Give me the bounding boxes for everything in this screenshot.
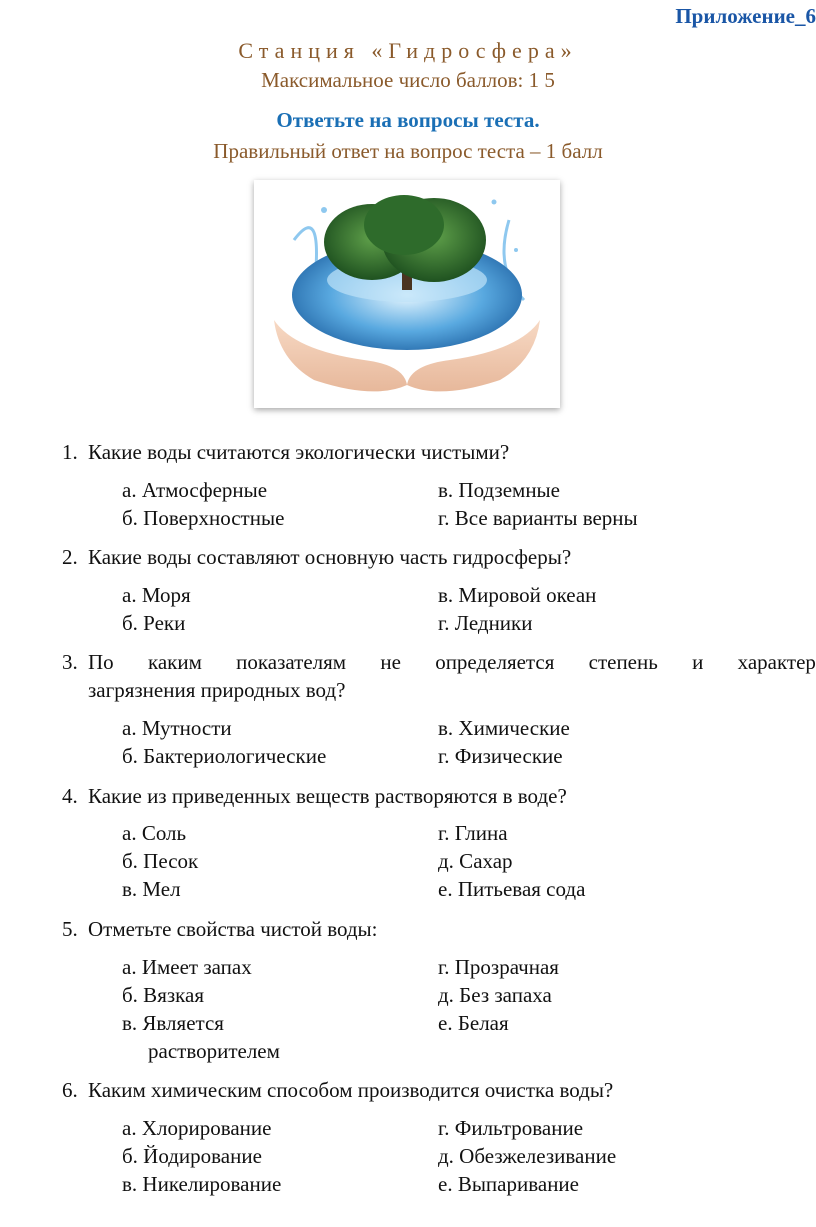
- word: показателям: [236, 650, 347, 674]
- instruction: Ответьте на вопросы теста.: [276, 108, 540, 132]
- answer-option: в. Мировой океан: [438, 583, 597, 607]
- question-number: 3.: [62, 650, 78, 674]
- answer-option: в. Химические: [438, 716, 570, 740]
- answer-option: е. Питьевая сода: [438, 877, 586, 901]
- word: степень: [588, 650, 658, 674]
- answer-option: г. Глина: [438, 821, 508, 845]
- word: определяется: [435, 650, 555, 674]
- answer-option: б. Реки: [122, 611, 186, 635]
- answer-option: б. Песок: [122, 849, 199, 873]
- question-6: [62, 1076, 816, 1104]
- answer-option: г. Все варианты верны: [438, 506, 638, 530]
- word: По: [88, 650, 114, 674]
- hands-water-tree-image: [254, 180, 560, 408]
- word: каким: [147, 650, 202, 674]
- answer-option: в. Подземные: [438, 478, 560, 502]
- scoring-rule: Правильный ответ на вопрос теста – 1 балл: [213, 139, 603, 163]
- answer-option: а. Моря: [122, 583, 191, 607]
- answer-option: а. Мутности: [122, 716, 232, 740]
- answer-option: е. Выпаривание: [438, 1172, 579, 1196]
- question-number: 2.: [62, 545, 78, 569]
- question-text: Какие воды считаются экологически чистыми?: [88, 440, 510, 464]
- answer-option: а. Имеет запах: [122, 955, 252, 979]
- question-text: Каким химическим способом производится очистка воды?: [88, 1078, 614, 1102]
- question-4: [62, 782, 816, 810]
- question-2: [62, 543, 816, 571]
- word: не: [380, 650, 401, 674]
- question-text: Какие воды составляют основную часть гидросферы?: [88, 545, 572, 569]
- answer-option: а. Хлорирование: [122, 1116, 272, 1140]
- question-5: [62, 915, 816, 943]
- appendix-label: Приложение_6: [675, 4, 816, 28]
- answer-option: в. Мел: [122, 877, 181, 901]
- word: и: [692, 650, 704, 674]
- answer-option: в. Никелирование: [122, 1172, 282, 1196]
- question-number: 5.: [62, 917, 78, 941]
- question-1: [62, 438, 816, 466]
- answer-option: а. Соль: [122, 821, 187, 845]
- question-number: 4.: [62, 784, 78, 808]
- answer-option: д. Без запаха: [438, 983, 552, 1007]
- question-text: Какие из приведенных веществ растворяются в воде?: [88, 784, 567, 808]
- answer-option: в. Является растворителем: [122, 1011, 280, 1063]
- answer-option: б. Йодирование: [122, 1144, 262, 1168]
- question-text: Отметьте свойства чистой воды:: [88, 917, 378, 941]
- question-number: 1.: [62, 440, 78, 464]
- question-text-line-2: загрязнения природных вод?: [88, 678, 346, 702]
- station-title: Станция «Гидросфера»: [238, 38, 578, 63]
- answer-option: е. Белая: [438, 1011, 509, 1035]
- answer-option: г. Ледники: [438, 611, 533, 635]
- question-number: 6.: [62, 1078, 78, 1102]
- word: характер: [737, 650, 816, 674]
- answer-option: г. Фильтрование: [438, 1116, 584, 1140]
- answer-option: б. Бактериологические: [122, 744, 327, 768]
- answer-option: б. Поверхностные: [122, 506, 285, 530]
- question-text: [88, 648, 816, 704]
- question-text-line-1: [88, 648, 816, 676]
- answer-option: д. Обезжелезивание: [438, 1144, 617, 1168]
- max-score: Максимальное число баллов: 1 5: [261, 68, 555, 92]
- answer-option: д. Сахар: [438, 849, 513, 873]
- answer-option: г. Физические: [438, 744, 563, 768]
- question-3: [62, 648, 816, 704]
- answer-option: б. Вязкая: [122, 983, 205, 1007]
- answer-option: а. Атмосферные: [122, 478, 268, 502]
- answer-option: г. Прозрачная: [438, 955, 559, 979]
